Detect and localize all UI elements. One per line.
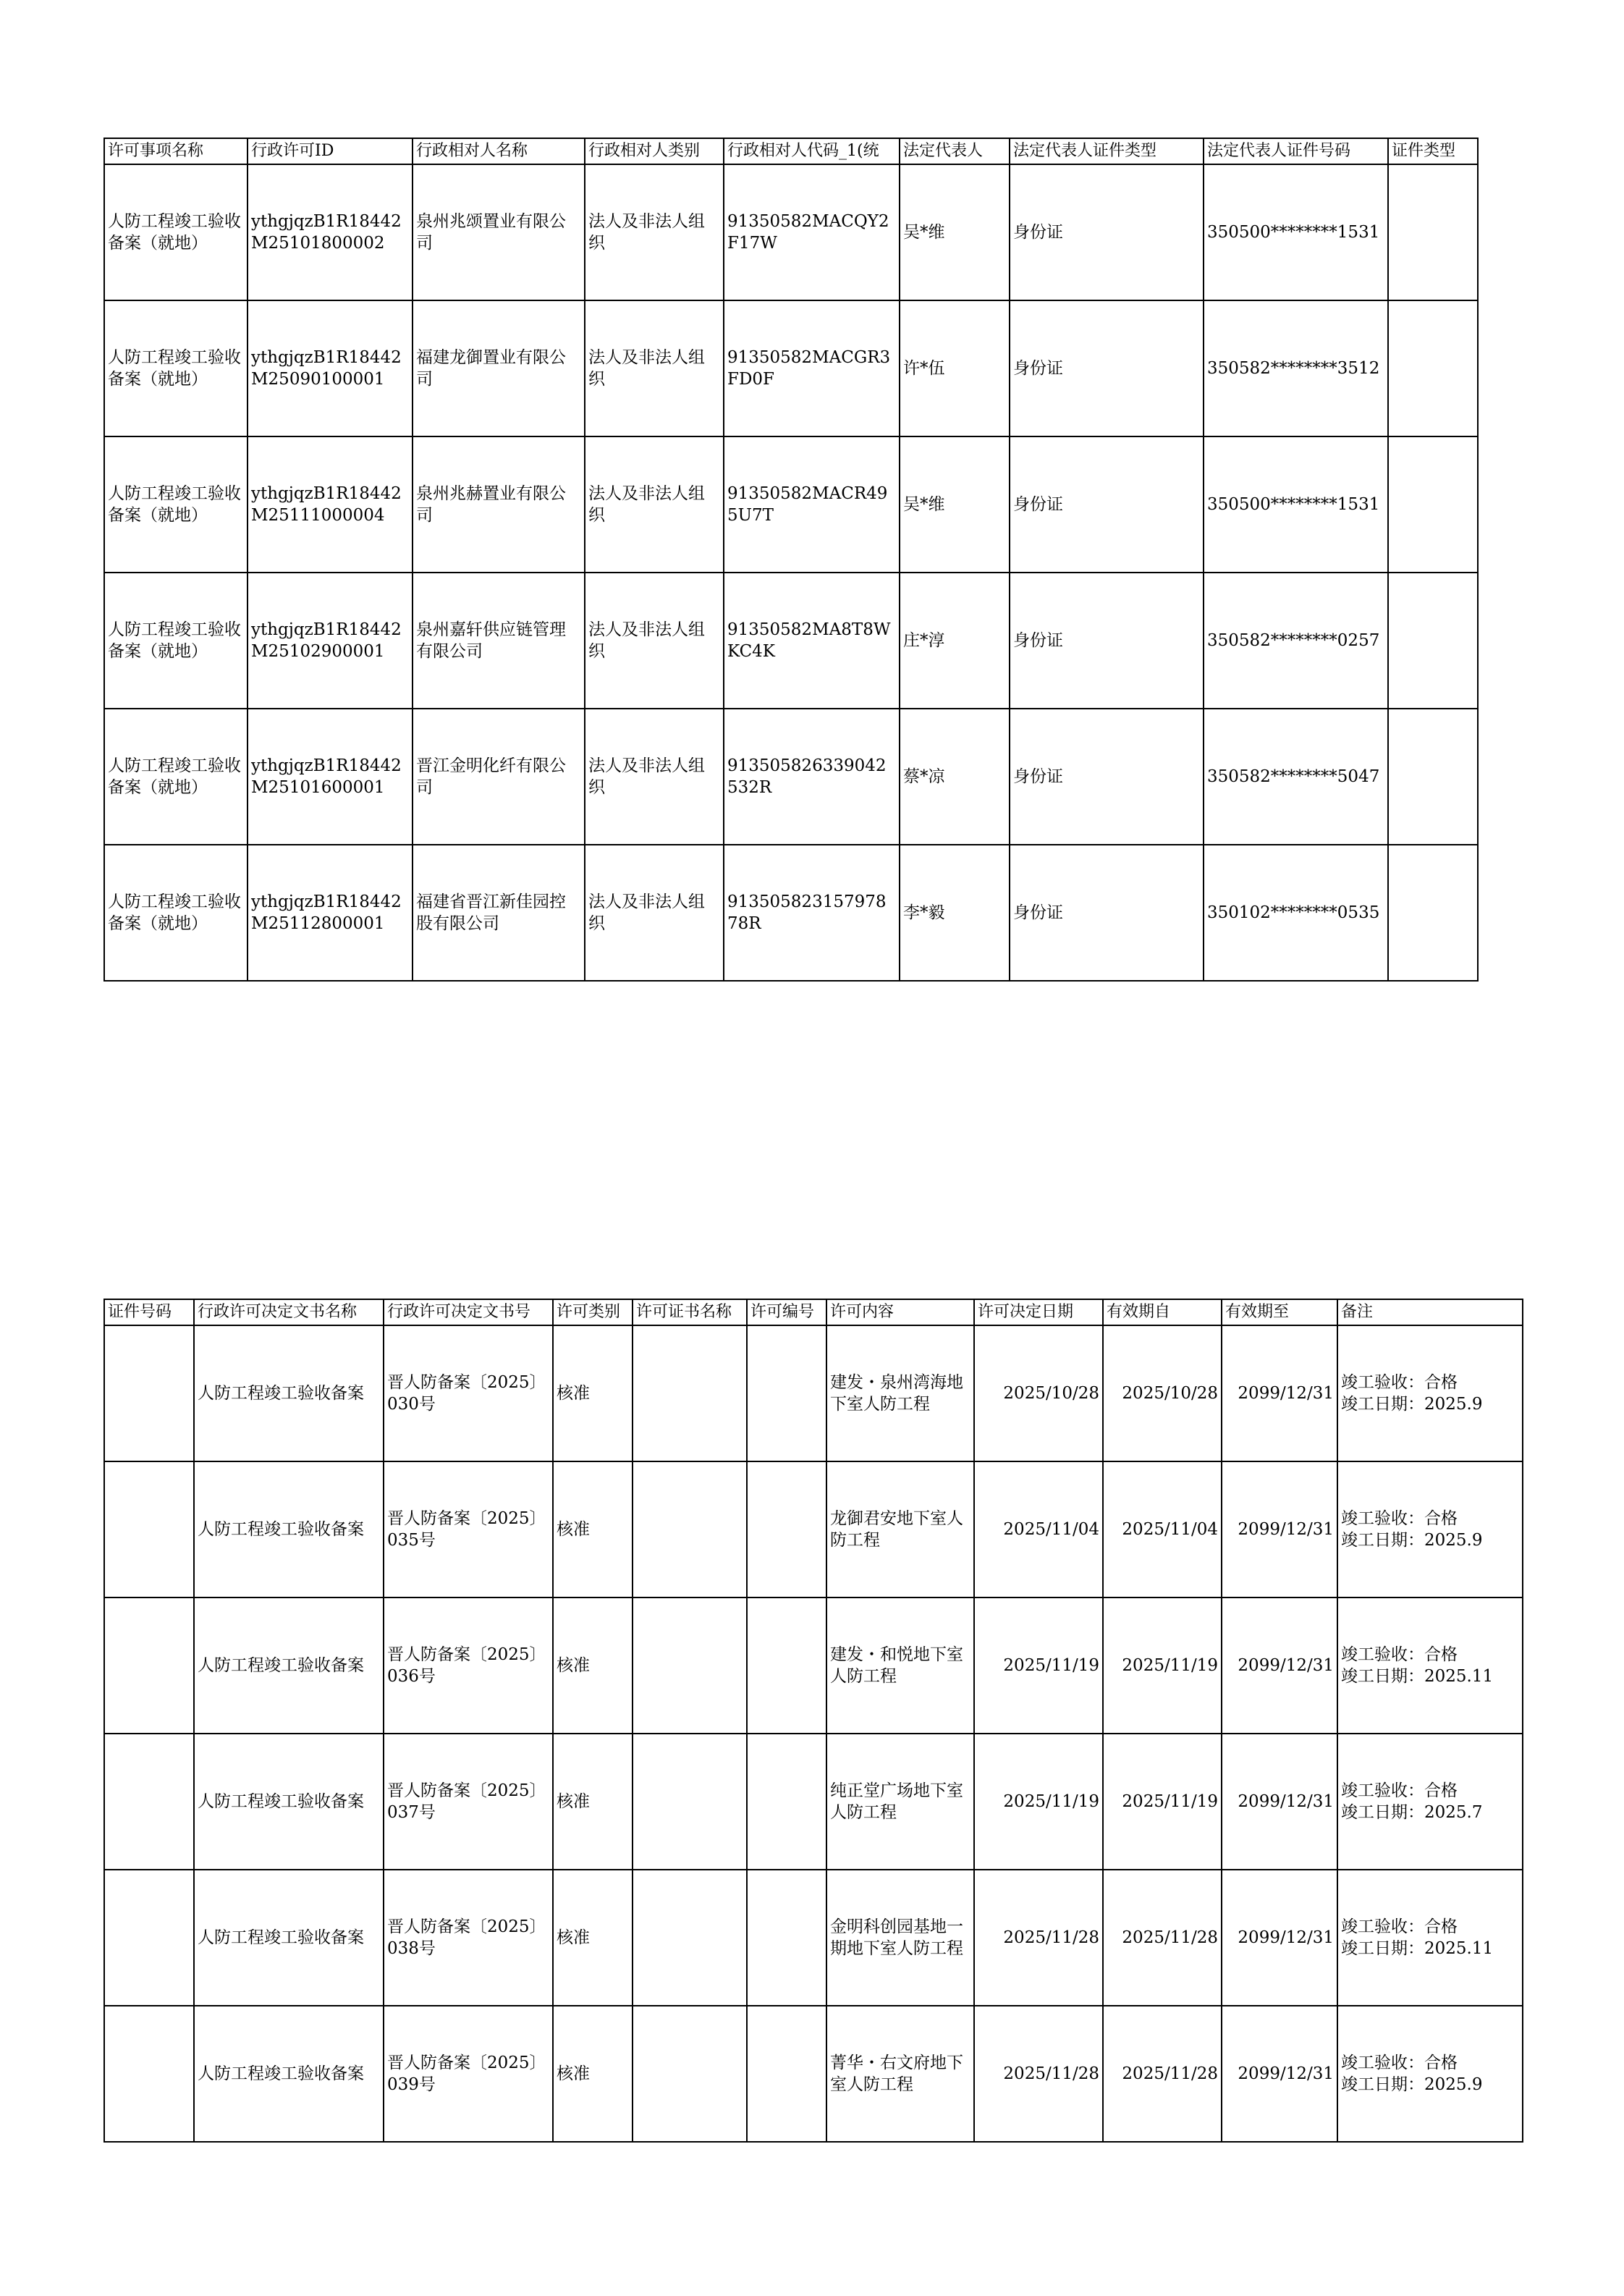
cell-certificate-name (633, 1325, 747, 1461)
cell-counterpart-name: 福建龙御置业有限公司 (413, 300, 585, 436)
cell-decision-date: 2025/11/28 (974, 2006, 1103, 2142)
cell-id-number (104, 1325, 194, 1461)
cell-valid-from: 2025/11/19 (1103, 1734, 1222, 1870)
cell-decision-doc-name: 人防工程竣工验收备案 (194, 1325, 384, 1461)
cell-valid-to: 2099/12/31 (1222, 1870, 1337, 2006)
cell-counterpart-name: 泉州嘉轩供应链管理有限公司 (413, 573, 585, 709)
header-row (104, 138, 1478, 164)
cell-permit-category: 核准 (553, 1461, 633, 1598)
cell-valid-from: 2025/11/19 (1103, 1598, 1222, 1734)
cell-permit-category: 核准 (553, 1870, 633, 2006)
cell-decision-date: 2025/11/19 (974, 1734, 1103, 1870)
col-header-certificate-name: 许可证书名称 (633, 1299, 747, 1325)
col-header-legal-rep-id-type: 法定代表人证件类型 (1010, 138, 1204, 164)
cell-decision-date: 2025/10/28 (974, 1325, 1103, 1461)
table-row (104, 2006, 1523, 2142)
cell-legal-rep-id-type: 身份证 (1010, 436, 1204, 573)
cell-legal-rep-id-number: 350582********3512 (1204, 300, 1388, 436)
cell-legal-rep: 李*毅 (900, 845, 1010, 981)
table-row (104, 709, 1478, 845)
col-header-decision-doc-number: 行政许可决定文书号 (384, 1299, 553, 1325)
cell-counterpart-type: 法人及非法人组织 (585, 573, 724, 709)
col-header-remarks: 备注 (1337, 1299, 1523, 1325)
cell-decision-doc-name: 人防工程竣工验收备案 (194, 1461, 384, 1598)
cell-id-type (1388, 709, 1478, 845)
cell-certificate-name (633, 1598, 747, 1734)
col-header-id-number: 证件号码 (104, 1299, 194, 1325)
cell-permit-content: 菁华・右文府地下室人防工程 (826, 2006, 974, 2142)
col-header-id-type: 证件类型 (1388, 138, 1478, 164)
cell-id-type (1388, 436, 1478, 573)
col-header-counterpart-code: 行政相对人代码_1(统 (724, 138, 900, 164)
cell-id-number (104, 1598, 194, 1734)
cell-counterpart-type: 法人及非法人组织 (585, 709, 724, 845)
cell-counterpart-type: 法人及非法人组织 (585, 845, 724, 981)
table-row (104, 164, 1478, 300)
cell-legal-rep-id-number: 350582********0257 (1204, 573, 1388, 709)
cell-permit-item-name: 人防工程竣工验收备案（就地） (104, 573, 248, 709)
cell-certificate-name (633, 1734, 747, 1870)
cell-legal-rep-id-number: 350102********0535 (1204, 845, 1388, 981)
cell-decision-date: 2025/11/28 (974, 1870, 1103, 2006)
cell-decision-doc-name: 人防工程竣工验收备案 (194, 2006, 384, 2142)
col-header-permit-item-name: 许可事项名称 (104, 138, 248, 164)
cell-counterpart-type: 法人及非法人组织 (585, 164, 724, 300)
cell-permit-id: ythgjqzB1R18442M25112800001 (248, 845, 413, 981)
cell-decision-date: 2025/11/04 (974, 1461, 1103, 1598)
cell-certificate-name (633, 1870, 747, 2006)
cell-legal-rep: 吴*维 (900, 164, 1010, 300)
cell-permit-category: 核准 (553, 2006, 633, 2142)
cell-legal-rep-id-number: 350500********1531 (1204, 436, 1388, 573)
cell-legal-rep: 吴*维 (900, 436, 1010, 573)
col-header-valid-from: 有效期自 (1103, 1299, 1222, 1325)
cell-permit-id: ythgjqzB1R18442M25090100001 (248, 300, 413, 436)
col-header-permit-content: 许可内容 (826, 1299, 974, 1325)
cell-counterpart-name: 福建省晋江新佳园控股有限公司 (413, 845, 585, 981)
col-header-legal-rep: 法定代表人 (900, 138, 1010, 164)
cell-counterpart-code: 91350582MA8T8WKC4K (724, 573, 900, 709)
cell-remarks: 竣工验收：合格 竣工日期：2025.9 (1337, 2006, 1523, 2142)
cell-id-type (1388, 845, 1478, 981)
cell-remarks: 竣工验收：合格 竣工日期：2025.7 (1337, 1734, 1523, 1870)
cell-id-type (1388, 300, 1478, 436)
cell-permit-item-name: 人防工程竣工验收备案（就地） (104, 845, 248, 981)
cell-legal-rep-id-type: 身份证 (1010, 300, 1204, 436)
cell-permit-item-name: 人防工程竣工验收备案（就地） (104, 709, 248, 845)
cell-permit-category: 核准 (553, 1325, 633, 1461)
cell-id-number (104, 1734, 194, 1870)
cell-legal-rep: 蔡*凉 (900, 709, 1010, 845)
cell-permit-item-name: 人防工程竣工验收备案（就地） (104, 164, 248, 300)
table-row (104, 1598, 1523, 1734)
cell-permit-number (747, 1870, 826, 2006)
cell-permit-item-name: 人防工程竣工验收备案（就地） (104, 300, 248, 436)
cell-decision-doc-number: 晋人防备案〔2025〕035号 (384, 1461, 553, 1598)
cell-counterpart-code: 91350582315797878R (724, 845, 900, 981)
cell-decision-doc-number: 晋人防备案〔2025〕036号 (384, 1598, 553, 1734)
cell-counterpart-code: 91350582MACGR3FD0F (724, 300, 900, 436)
cell-counterpart-code: 91350582MACR495U7T (724, 436, 900, 573)
cell-id-number (104, 1870, 194, 2006)
cell-permit-id: ythgjqzB1R18442M25111000004 (248, 436, 413, 573)
cell-permit-number (747, 1598, 826, 1734)
cell-permit-number (747, 1734, 826, 1870)
cell-counterpart-name: 泉州兆颂置业有限公司 (413, 164, 585, 300)
cell-legal-rep-id-number: 350582********5047 (1204, 709, 1388, 845)
cell-decision-doc-name: 人防工程竣工验收备案 (194, 1734, 384, 1870)
cell-legal-rep-id-number: 350500********1531 (1204, 164, 1388, 300)
cell-counterpart-type: 法人及非法人组织 (585, 436, 724, 573)
cell-decision-date: 2025/11/19 (974, 1598, 1103, 1734)
cell-permit-content: 建发・和悦地下室人防工程 (826, 1598, 974, 1734)
cell-permit-content: 建发・泉州湾海地下室人防工程 (826, 1325, 974, 1461)
table-row (104, 1325, 1523, 1461)
cell-id-number (104, 2006, 194, 2142)
cell-valid-to: 2099/12/31 (1222, 1325, 1337, 1461)
cell-permit-content: 金明科创园基地一期地下室人防工程 (826, 1870, 974, 2006)
table-row (104, 573, 1478, 709)
header-row (104, 1299, 1523, 1325)
cell-remarks: 竣工验收：合格 竣工日期：2025.9 (1337, 1461, 1523, 1598)
cell-legal-rep-id-type: 身份证 (1010, 845, 1204, 981)
cell-certificate-name (633, 1461, 747, 1598)
col-header-legal-rep-id-number: 法定代表人证件号码 (1204, 138, 1388, 164)
cell-decision-doc-number: 晋人防备案〔2025〕037号 (384, 1734, 553, 1870)
cell-valid-from: 2025/11/28 (1103, 1870, 1222, 2006)
cell-permit-content: 纯正堂广场地下室人防工程 (826, 1734, 974, 1870)
cell-permit-id: ythgjqzB1R18442M25102900001 (248, 573, 413, 709)
table-row (104, 1734, 1523, 1870)
cell-legal-rep-id-type: 身份证 (1010, 709, 1204, 845)
cell-decision-doc-number: 晋人防备案〔2025〕038号 (384, 1870, 553, 2006)
cell-permit-id: ythgjqzB1R18442M25101800002 (248, 164, 413, 300)
col-header-permit-number: 许可编号 (747, 1299, 826, 1325)
license-table-part1 (103, 138, 1479, 982)
col-header-decision-doc-name: 行政许可决定文书名称 (194, 1299, 384, 1325)
cell-remarks: 竣工验收：合格 竣工日期：2025.11 (1337, 1870, 1523, 2006)
cell-remarks: 竣工验收：合格 竣工日期：2025.9 (1337, 1325, 1523, 1461)
cell-permit-number (747, 1325, 826, 1461)
col-header-valid-to: 有效期至 (1222, 1299, 1337, 1325)
cell-permit-item-name: 人防工程竣工验收备案（就地） (104, 436, 248, 573)
cell-legal-rep-id-type: 身份证 (1010, 164, 1204, 300)
cell-valid-to: 2099/12/31 (1222, 1598, 1337, 1734)
license-table-part2 (103, 1299, 1523, 2143)
cell-id-type (1388, 573, 1478, 709)
cell-legal-rep-id-type: 身份证 (1010, 573, 1204, 709)
cell-valid-to: 2099/12/31 (1222, 2006, 1337, 2142)
cell-permit-category: 核准 (553, 1598, 633, 1734)
cell-counterpart-name: 晋江金明化纤有限公司 (413, 709, 585, 845)
cell-decision-doc-number: 晋人防备案〔2025〕039号 (384, 2006, 553, 2142)
table-row (104, 845, 1478, 981)
cell-id-type (1388, 164, 1478, 300)
cell-counterpart-name: 泉州兆赫置业有限公司 (413, 436, 585, 573)
cell-id-number (104, 1461, 194, 1598)
cell-decision-doc-name: 人防工程竣工验收备案 (194, 1598, 384, 1734)
cell-valid-to: 2099/12/31 (1222, 1734, 1337, 1870)
table-row (104, 436, 1478, 573)
cell-permit-id: ythgjqzB1R18442M25101600001 (248, 709, 413, 845)
table-row (104, 1461, 1523, 1598)
cell-legal-rep: 庄*淳 (900, 573, 1010, 709)
col-header-decision-date: 许可决定日期 (974, 1299, 1103, 1325)
cell-decision-doc-name: 人防工程竣工验收备案 (194, 1870, 384, 2006)
cell-valid-from: 2025/11/28 (1103, 2006, 1222, 2142)
col-header-counterpart-type: 行政相对人类别 (585, 138, 724, 164)
cell-permit-content: 龙御君安地下室人防工程 (826, 1461, 974, 1598)
table-row (104, 300, 1478, 436)
cell-counterpart-type: 法人及非法人组织 (585, 300, 724, 436)
table-row (104, 1870, 1523, 2006)
cell-valid-to: 2099/12/31 (1222, 1461, 1337, 1598)
cell-valid-from: 2025/10/28 (1103, 1325, 1222, 1461)
col-header-permit-category: 许可类别 (553, 1299, 633, 1325)
col-header-permit-id: 行政许可ID (248, 138, 413, 164)
cell-permit-category: 核准 (553, 1734, 633, 1870)
cell-remarks: 竣工验收：合格 竣工日期：2025.11 (1337, 1598, 1523, 1734)
cell-decision-doc-number: 晋人防备案〔2025〕030号 (384, 1325, 553, 1461)
cell-permit-number (747, 1461, 826, 1598)
col-header-counterpart-name: 行政相对人名称 (413, 138, 585, 164)
cell-certificate-name (633, 2006, 747, 2142)
cell-permit-number (747, 2006, 826, 2142)
cell-counterpart-code: 91350582MACQY2F17W (724, 164, 900, 300)
cell-valid-from: 2025/11/04 (1103, 1461, 1222, 1598)
cell-counterpart-code: 913505826339042532R (724, 709, 900, 845)
cell-legal-rep: 许*伍 (900, 300, 1010, 436)
